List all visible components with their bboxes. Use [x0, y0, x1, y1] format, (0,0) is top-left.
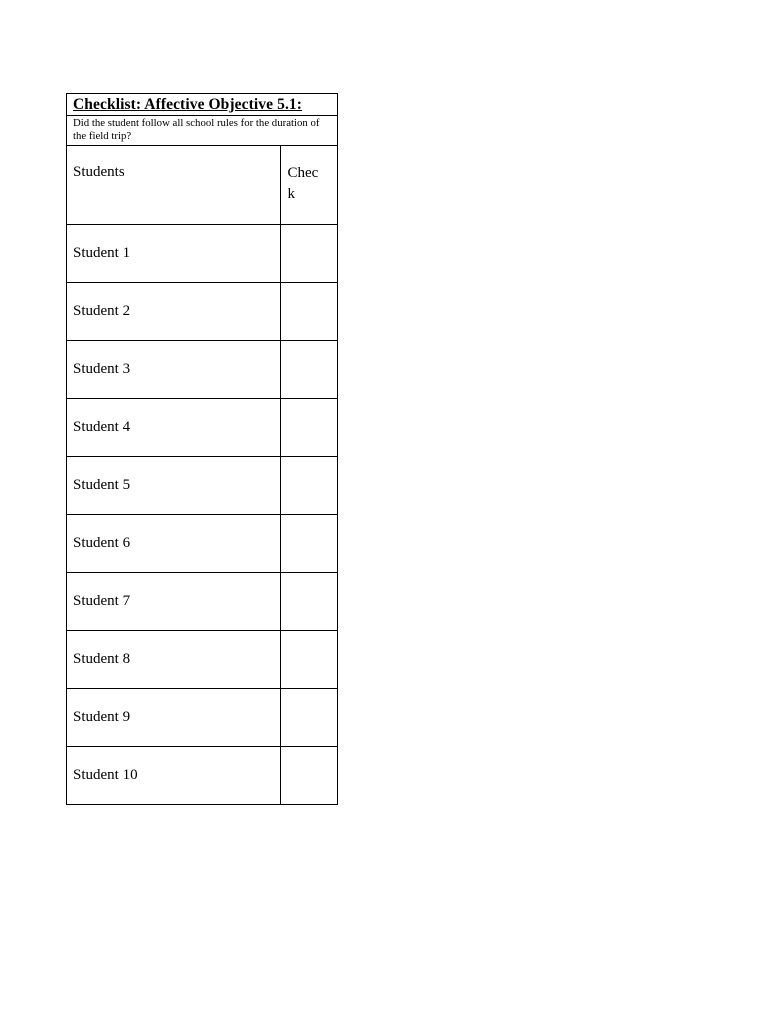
students-column-header: Students: [67, 146, 280, 224]
student-name-cell: Student 7: [67, 572, 280, 630]
title-row: [67, 94, 337, 116]
objective-question: Did the student follow all school rules for the duration of the field trip?: [67, 116, 337, 146]
table-row: [67, 688, 337, 746]
table-row: [67, 282, 337, 340]
table-row: [67, 746, 337, 804]
table-row: [67, 514, 337, 572]
checklist-title: Checklist: Affective Objective 5.1:: [73, 95, 303, 113]
check-cell[interactable]: [280, 746, 337, 804]
check-cell[interactable]: [280, 282, 337, 340]
checklist-table: [67, 146, 337, 804]
table-row: [67, 456, 337, 514]
student-name-cell: Student 4: [67, 398, 280, 456]
checklist-sheet: [66, 93, 338, 805]
student-name-cell: Student 8: [67, 630, 280, 688]
student-name-cell: Student 6: [67, 514, 280, 572]
student-name-cell: Student 5: [67, 456, 280, 514]
table-row: [67, 224, 337, 282]
check-cell[interactable]: [280, 630, 337, 688]
student-name-cell: Student 9: [67, 688, 280, 746]
check-column-header: Chec k: [280, 146, 337, 224]
check-cell[interactable]: [280, 340, 337, 398]
student-name-cell: Student 1: [67, 224, 280, 282]
check-cell[interactable]: [280, 514, 337, 572]
student-name-cell: Student 3: [67, 340, 280, 398]
table-row: [67, 340, 337, 398]
table-row: [67, 630, 337, 688]
check-cell[interactable]: [280, 572, 337, 630]
check-cell[interactable]: [280, 398, 337, 456]
table-header-row: [67, 146, 337, 224]
table-row: [67, 398, 337, 456]
table-row: [67, 572, 337, 630]
student-name-cell: Student 10: [67, 746, 280, 804]
check-cell[interactable]: [280, 224, 337, 282]
check-cell[interactable]: [280, 456, 337, 514]
check-cell[interactable]: [280, 688, 337, 746]
student-name-cell: Student 2: [67, 282, 280, 340]
